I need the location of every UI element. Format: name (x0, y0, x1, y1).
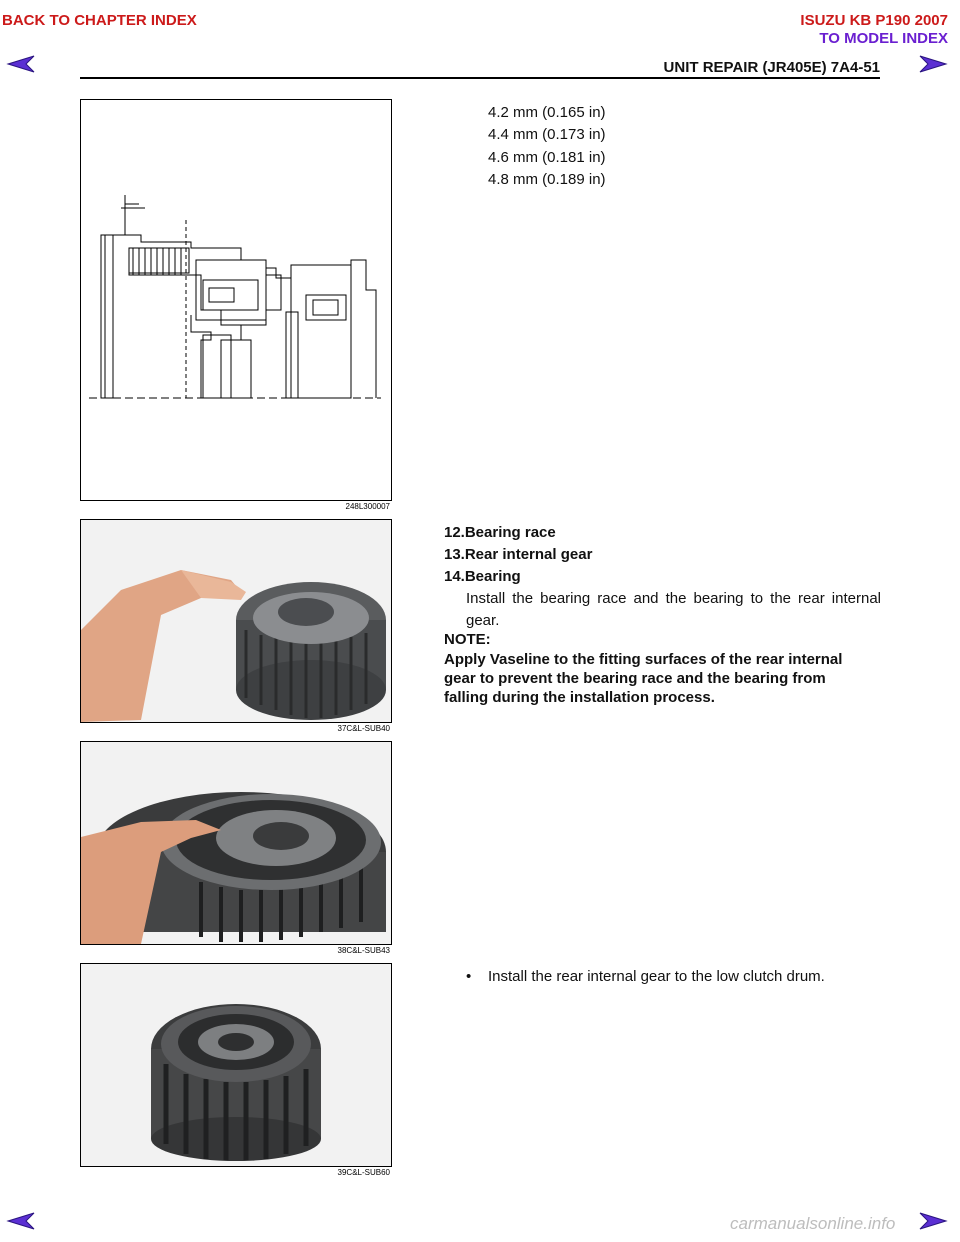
figure-caption: 39C&L-SUB60 (337, 1168, 390, 1177)
bullet-symbol: • (466, 968, 472, 985)
bearing-installed-photo (80, 741, 392, 945)
note-label: NOTE: (444, 631, 491, 648)
bearing-photo (80, 519, 392, 723)
right-arrow-icon[interactable] (918, 1212, 948, 1230)
spec-item: 4.4 mm (0.173 in) (488, 126, 606, 143)
step-item: 12.Bearing race (444, 524, 556, 541)
spec-item: 4.8 mm (0.189 in) (488, 171, 606, 188)
figure-caption: 38C&L-SUB43 (337, 946, 390, 955)
right-arrow-icon[interactable] (918, 55, 948, 73)
figure-caption: 248L300007 (345, 502, 390, 511)
page-header-title: UNIT REPAIR (JR405E) 7A4-51 (663, 59, 880, 76)
clutch-diagram-drawing (81, 100, 391, 500)
figure-caption: 37C&L-SUB40 (337, 724, 390, 733)
back-to-chapter-index-link[interactable]: BACK TO CHAPTER INDEX (2, 12, 197, 29)
gear-drum-image (81, 964, 391, 1166)
instruction-text: Install the bearing race and the bearing to the rear internal gear. (466, 590, 881, 629)
cross-section-diagram (80, 99, 392, 501)
left-arrow-icon[interactable] (6, 1212, 36, 1230)
model-title-link[interactable]: ISUZU KB P190 2007 (800, 12, 948, 29)
gear-drum-photo (80, 963, 392, 1167)
step-item: 14.Bearing (444, 568, 521, 585)
bullet-text: Install the rear internal gear to the low clutch drum. (488, 968, 825, 985)
left-arrow-icon[interactable] (6, 55, 36, 73)
watermark-text: carmanualsonline.info (730, 1214, 896, 1233)
spec-item: 4.6 mm (0.181 in) (488, 149, 606, 166)
bearing-photo-image (81, 520, 391, 722)
step-item: 13.Rear internal gear (444, 546, 593, 563)
note-line: gear to prevent the bearing race and the bearing from (444, 670, 826, 687)
note-line: falling during the installation process. (444, 689, 715, 706)
to-model-index-link[interactable]: TO MODEL INDEX (819, 30, 948, 47)
header-rule (80, 77, 880, 79)
bearing-installed-image (81, 742, 391, 944)
spec-item: 4.2 mm (0.165 in) (488, 104, 606, 121)
note-line: Apply Vaseline to the fitting surfaces of the rear internal (444, 651, 843, 668)
